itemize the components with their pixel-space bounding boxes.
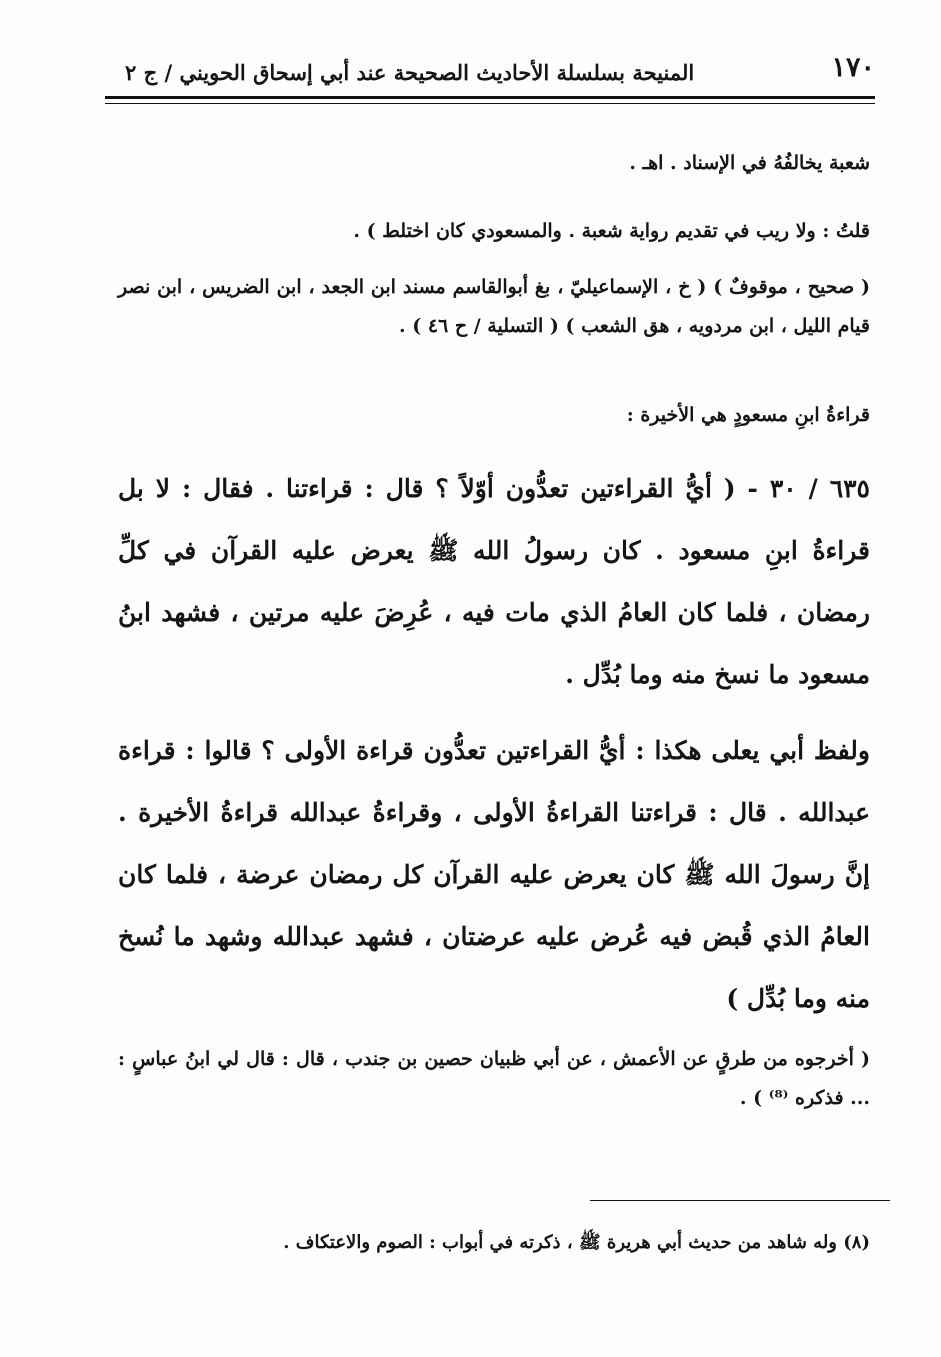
footnote-rule [590, 1200, 890, 1201]
page-number: ١٧٠ [831, 52, 875, 83]
section-heading: قراءةُ ابنِ مسعودٍ هي الأخيرة : [626, 404, 870, 426]
header-rule-thin [105, 103, 875, 104]
running-title: المنيحة بسلسلة الأحاديث الصحيحة عند أبي إسحاق الحويني / ج ٢ [125, 60, 695, 85]
paragraph-author-note: قلتُ : ولا ريب في تقديم رواية شعبة . والمسعودي كان اختلط ) . [353, 220, 870, 242]
page-header [105, 52, 875, 98]
hadith-text: ٦٣٥ / ٣٠ - ( أيُّ القراءتين تعدُّون أوّلاً ؟ قال : قراءتنا . فقال : لا بل قراءةُ ابنِ مسعود . كان رسولُ الله ﷺ يعرض عليه القرآن في كلِّ رمضان ، فلما كان العامُ الذي مات فيه ، عُرِضَ عليه مرتين ، فشهد ابنُ مسعود ما نسخ منه وما بُدِّل . [118, 474, 870, 689]
footnote: (٨) وله شاهد من حديث أبي هريرة ﷺ ، ذكرته في أبواب : الصوم والاعتكاف . [283, 1232, 870, 1253]
paragraph-takhrij: ( أخرجوه من طرقٍ عن الأعمش ، عن أبي ظبيان حصين بن جندب ، قال : قال لي ابنُ عباسٍ : ... فذكره ⁽⁸⁾ ) . [118, 1048, 870, 1109]
header-rule-thick [105, 96, 875, 99]
paragraph-continuation: شعبة يخالفُهُ في الإسناد . اهـ . [629, 152, 870, 174]
hadith-variant-text: ولفظ أبي يعلى هكذا : أيُّ القراءتين تعدُّون قراءة الأولى ؟ قالوا : قراءة عبدالله . قال : قراءتنا القراءةُ الأولى ، وقراءةُ عبدالله قراءةُ الأخيرة . إنَّ رسولَ الله ﷺ كان يعرض عليه القرآن كل رمضان عرضة ، فلما كان العامُ الذي قُبض فيه عُرض عليه عرضتان ، فشهد عبدالله وشهد ما نُسخ منه وما بُدِّل ) [118, 736, 870, 1013]
paragraph-grading: ( صحيح ، موقوفٌ ) ( خ ، الإسماعيليّ ، بغ أبوالقاسم مسند ابن الجعد ، ابن الضريس ، ابن نصر قيام الليل ، ابن مردويه ، هق الشعب ) ( التسلية / ح ٤٦ ) . [118, 276, 870, 337]
